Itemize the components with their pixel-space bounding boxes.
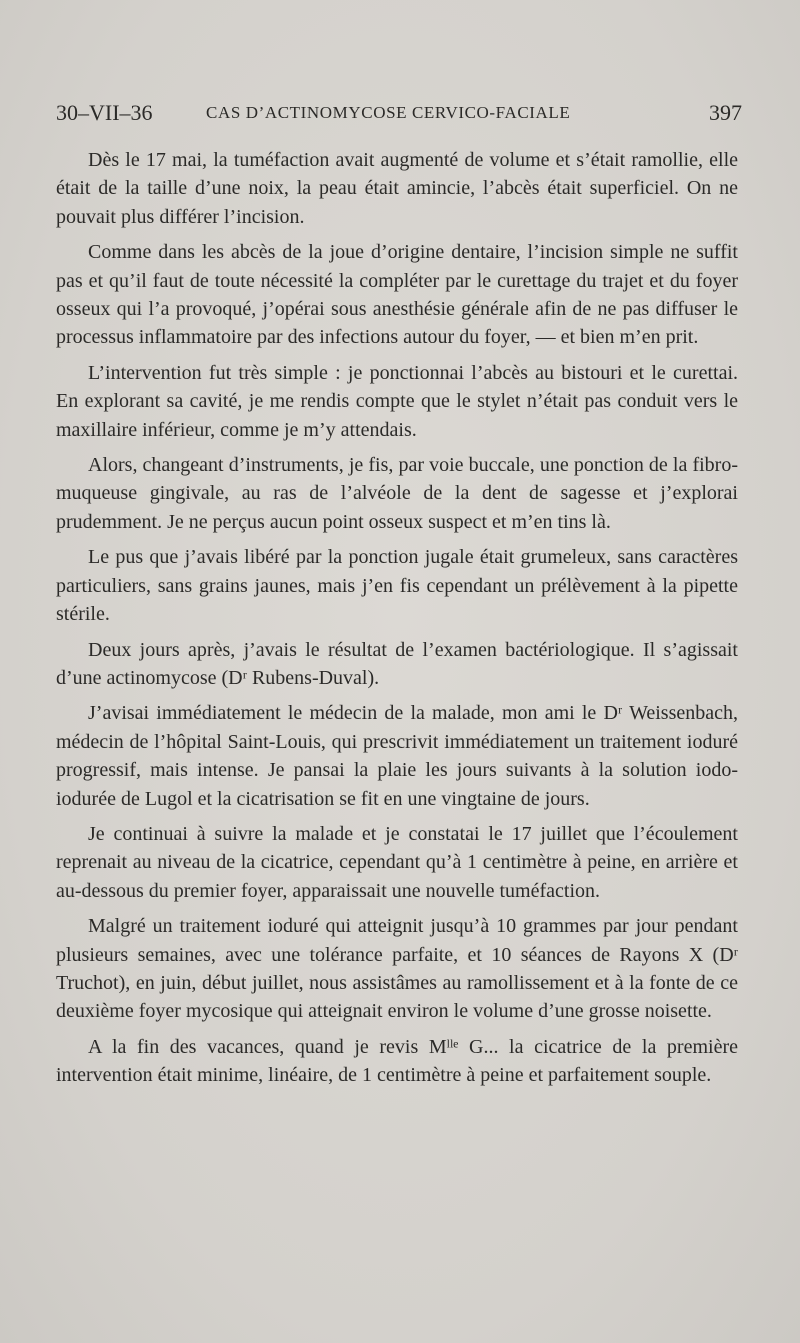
paragraph: Comme dans les abcès de la joue d’origine dentaire, l’incision simple ne suffit pas et qu’il faut de toute nécessité la compléter par le curettage du trajet et du foyer osseux qui l’a provoqué, j’opérai sous anesthésie générale afin de ne pas diffuser le processus inflammatoire par des infections autour du foyer, — et bien m’en prit. (56, 241, 738, 349)
paragraph: Alors, changeant d’instruments, je fis, par voie buccale, une ponction de la fibro-muqueuse gingivale, au ras de l’alvéole de la dent de sagesse et j’explorai prudemment. Je ne perçus aucun point osseux suspect et m’en tins là. (56, 454, 738, 533)
paragraph: A la fin des vacances, quand je revis Mˡˡᵉ G... la cicatrice de la première intervention était minime, linéaire, de 1 centimètre à peine et parfaitement souple. (56, 1035, 738, 1087)
paragraph: J’avisai immédiatement le médecin de la malade, mon ami le Dʳ Weissenbach, médecin de l’hôpital Saint-Louis, qui prescrivit immédiatement un traitement ioduré progressif, mais intense. Je pansai la plaie les jours suivants à la solution iodo-iodurée de Lugol et la cicatrisation se fit en une vingtaine de jours. (56, 702, 738, 810)
paragraph: Le pus que j’avais libéré par la ponction jugale était grumeleux, sans caractères particuliers, sans grains jaunes, mais j’en fis cependant un prélèvement à la pipette stérile. (56, 546, 738, 626)
paragraph: Deux jours après, j’avais le résultat de l’examen bactériologique. Il s’agissait d’une actinomycose (Dʳ Rubens-Duval). (56, 638, 738, 689)
paragraph: L’intervention fut très simple : je ponctionnai l’abcès au bistouri et le curettai. En explorant sa cavité, je me rendis compte que le stylet n’était pas conduit vers le maxillaire inférieur, comme je m’y attendais. (56, 361, 738, 441)
header-date: 30–VII–36 (56, 100, 153, 125)
header-title: CAS D’ACTINOMYCOSE CERVICO-FACIALE (206, 103, 571, 122)
body-text (56, 146, 738, 1097)
paragraph: Dès le 17 mai, la tuméfaction avait augmenté de volume et s’était ramollie, elle était de la taille d’une noix, la peau était amincie, l’abcès était superficiel. On ne pouvait plus différer l’incision. (56, 149, 738, 228)
page-number: 397 (709, 100, 742, 125)
running-head (56, 96, 742, 130)
paragraph: Je continuai à suivre la malade et je constatai le 17 juillet que l’écoulement reprenait au niveau de la cicatrice, cependant qu’à 1 centimètre à peine, en arrière et au-dessous du premier foyer, apparaissait une nouvelle tuméfaction. (56, 822, 738, 902)
paragraph: Malgré un traitement ioduré qui atteignit jusqu’à 10 grammes par jour pendant plusieurs semaines, avec une tolérance parfaite, et 10 séances de Rayons X (Dʳ Truchot), en juin, début juillet, nous assistâmes au ramollissement et à la fonte de ce deuxième foyer mycosique qui atteignait environ le volume d’une grosse noisette. (56, 915, 738, 1023)
